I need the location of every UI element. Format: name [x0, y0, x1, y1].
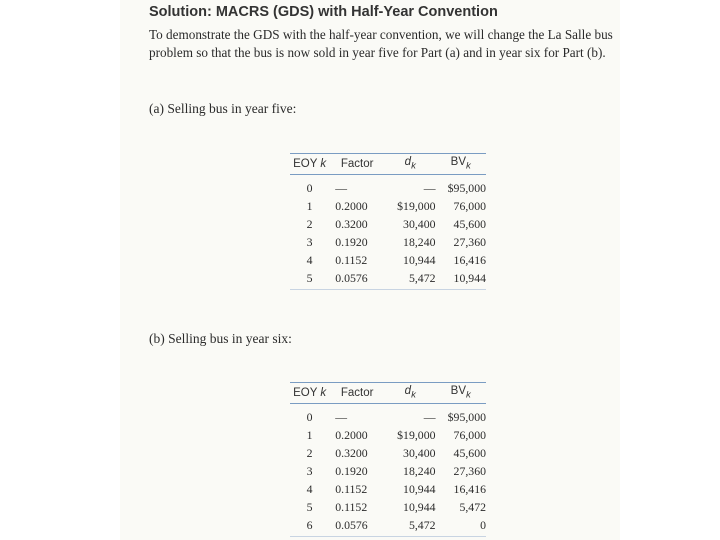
- cell-eoy: 5: [306, 499, 313, 514]
- cell-factor: 0.2000: [335, 198, 368, 213]
- table-row: [290, 215, 486, 233]
- cell-dk: 10,944: [403, 252, 436, 267]
- part-a-label: (a) Selling bus in year five:: [149, 101, 297, 116]
- cell-factor: —: [335, 409, 348, 424]
- cell-dk: 10,944: [403, 481, 436, 496]
- cell-dk: 5,472: [385, 269, 435, 290]
- col-bvk-header: $BV_k$: [436, 154, 487, 175]
- cell-bvk: 45,600: [453, 445, 486, 460]
- cell-dk: 10,944: [403, 499, 436, 514]
- col-factor-header: Factor: [329, 154, 385, 175]
- cell-bvk: 76,000: [453, 198, 486, 213]
- col-eoy-header: EOY k: [290, 154, 329, 175]
- part-b-label: (b) Selling bus in year six:: [149, 331, 292, 346]
- cell-dk: 5,472: [385, 516, 435, 537]
- cell-factor: —: [335, 180, 348, 195]
- cell-dk: 18,240: [403, 463, 436, 478]
- cell-factor: 0.0576: [329, 269, 385, 290]
- cell-bvk: $95,000: [447, 180, 486, 195]
- table-header-row: [290, 383, 486, 404]
- table-row: [290, 426, 486, 444]
- cell-eoy: 4: [306, 252, 313, 267]
- intro-paragraph: To demonstrate the GDS with the half-year convention, we will change the La Salle bus problem so that the bus is now sold in year five for Part (a) and in year six for Part (b).: [149, 27, 613, 60]
- table-row: [290, 498, 486, 516]
- solution-heading: Solution: MACRS (GDS) with Half-Year Convention: [149, 4, 498, 20]
- table-row: [290, 404, 486, 427]
- table-row: [290, 197, 486, 215]
- table-header-row: [290, 154, 486, 175]
- cell-dk: —: [423, 409, 436, 424]
- cell-bvk: 45,600: [453, 216, 486, 231]
- cell-bvk: 16,416: [453, 481, 486, 496]
- part-b-table: [290, 382, 486, 537]
- cell-factor: 0.1152: [335, 252, 368, 267]
- cell-bvk: $95,000: [447, 409, 486, 424]
- cell-dk: $19,000: [397, 427, 436, 442]
- part-a-table: [290, 153, 486, 290]
- cell-eoy: 6: [290, 516, 329, 537]
- cell-dk: 30,400: [403, 216, 436, 231]
- cell-bvk: 5,472: [459, 499, 486, 514]
- cell-eoy: 4: [306, 481, 313, 496]
- cell-factor: 0.0576: [329, 516, 385, 537]
- table-row: [290, 462, 486, 480]
- cell-factor: 0.1920: [335, 234, 368, 249]
- cell-eoy: 1: [306, 427, 313, 442]
- cell-factor: 0.2000: [335, 427, 368, 442]
- cell-bvk: 16,416: [453, 252, 486, 267]
- table-row: [290, 175, 486, 198]
- cell-eoy: 2: [306, 445, 313, 460]
- cell-eoy: 0: [306, 409, 313, 424]
- table-row: [290, 233, 486, 251]
- table-row: [290, 251, 486, 269]
- table-row: [290, 480, 486, 498]
- cell-eoy: 2: [306, 216, 313, 231]
- cell-eoy: 1: [306, 198, 313, 213]
- cell-dk: —: [423, 180, 436, 195]
- cell-bvk: 27,360: [453, 234, 486, 249]
- cell-factor: 0.1920: [335, 463, 368, 478]
- col-dk-header: $d_k$: [385, 383, 435, 404]
- cell-bvk: 76,000: [453, 427, 486, 442]
- cell-dk: $19,000: [397, 198, 436, 213]
- cell-bvk: 0: [436, 516, 487, 537]
- cell-eoy: 3: [306, 463, 313, 478]
- col-eoy-header: EOY k: [290, 383, 329, 404]
- cell-bvk: 10,944: [436, 269, 487, 290]
- cell-eoy: 0: [306, 180, 313, 195]
- cell-factor: 0.1152: [335, 499, 368, 514]
- table-row: [290, 444, 486, 462]
- cell-dk: 30,400: [403, 445, 436, 460]
- col-factor-header: Factor: [329, 383, 385, 404]
- table-row: [290, 269, 486, 290]
- cell-factor: 0.1152: [335, 481, 368, 496]
- cell-factor: 0.3200: [335, 216, 368, 231]
- table-row: [290, 516, 486, 537]
- cell-bvk: 27,360: [453, 463, 486, 478]
- cell-eoy: 3: [306, 234, 313, 249]
- cell-dk: 18,240: [403, 234, 436, 249]
- col-bvk-header: $BV_k$: [436, 383, 487, 404]
- cell-eoy: 5: [290, 269, 329, 290]
- col-dk-header: $d_k$: [385, 154, 435, 175]
- cell-factor: 0.3200: [335, 445, 368, 460]
